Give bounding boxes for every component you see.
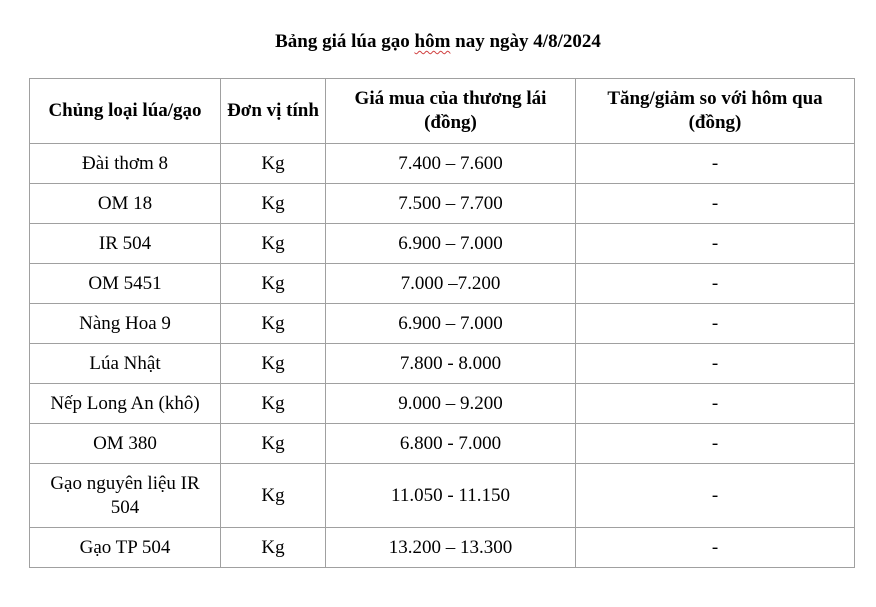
table-row [30, 304, 855, 344]
cell-price: 9.000 – 9.200 [326, 384, 576, 424]
cell-variety: OM 5451 [30, 264, 221, 304]
cell-change: - [576, 528, 855, 568]
cell-change: - [576, 304, 855, 344]
cell-variety: OM 380 [30, 424, 221, 464]
cell-unit: Kg [221, 184, 326, 224]
table-row [30, 144, 855, 184]
cell-variety: Gạo TP 504 [30, 528, 221, 568]
table-row [30, 344, 855, 384]
cell-change: - [576, 384, 855, 424]
table-row [30, 528, 855, 568]
cell-change: - [576, 424, 855, 464]
cell-change: - [576, 224, 855, 264]
cell-price: 6.900 – 7.000 [326, 304, 576, 344]
cell-unit: Kg [221, 264, 326, 304]
cell-unit: Kg [221, 424, 326, 464]
cell-variety: Gạo nguyên liệu IR 504 [30, 464, 221, 528]
cell-unit: Kg [221, 528, 326, 568]
cell-price: 7.400 – 7.600 [326, 144, 576, 184]
cell-change: - [576, 344, 855, 384]
cell-price: 7.800 - 8.000 [326, 344, 576, 384]
header-change: Tăng/giảm so với hôm qua (đồng) [576, 79, 855, 144]
table-row [30, 264, 855, 304]
cell-price: 7.000 –7.200 [326, 264, 576, 304]
cell-variety: Đài thơm 8 [30, 144, 221, 184]
page-title [0, 30, 876, 54]
header-buy-price: Giá mua của thương lái (đồng) [326, 79, 576, 144]
table-row [30, 224, 855, 264]
cell-variety: Lúa Nhật [30, 344, 221, 384]
cell-change: - [576, 464, 855, 528]
cell-unit: Kg [221, 384, 326, 424]
cell-change: - [576, 144, 855, 184]
cell-unit: Kg [221, 464, 326, 528]
title-prefix: Bảng giá lúa gạo [275, 31, 415, 52]
cell-variety: Nàng Hoa 9 [30, 304, 221, 344]
cell-variety: OM 18 [30, 184, 221, 224]
cell-change: - [576, 184, 855, 224]
cell-price: 13.200 – 13.300 [326, 528, 576, 568]
table-row [30, 424, 855, 464]
title-spellcheck-word: hôm [414, 31, 451, 52]
cell-price: 6.800 - 7.000 [326, 424, 576, 464]
cell-price: 7.500 – 7.700 [326, 184, 576, 224]
cell-price: 11.050 - 11.150 [326, 464, 576, 528]
cell-unit: Kg [221, 344, 326, 384]
cell-unit: Kg [221, 224, 326, 264]
table-row [30, 184, 855, 224]
cell-price: 6.900 – 7.000 [326, 224, 576, 264]
cell-change: - [576, 264, 855, 304]
header-unit: Đơn vị tính [221, 79, 326, 144]
title-suffix: nay ngày 4/8/2024 [450, 31, 601, 52]
rice-price-table [29, 78, 855, 568]
cell-unit: Kg [221, 144, 326, 184]
header-variety: Chủng loại lúa/gạo [30, 79, 221, 144]
cell-unit: Kg [221, 304, 326, 344]
cell-variety: IR 504 [30, 224, 221, 264]
table-header-row [30, 79, 855, 144]
cell-variety: Nếp Long An (khô) [30, 384, 221, 424]
table-row [30, 384, 855, 424]
table-row [30, 464, 855, 528]
